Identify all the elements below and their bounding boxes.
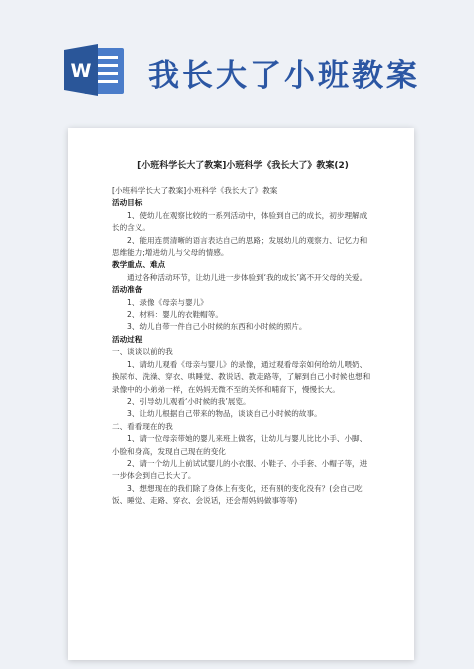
paragraph: 1、录像《母亲与婴儿》 [127, 297, 208, 307]
section-heading: 教学重点、难点 [112, 260, 166, 270]
paragraph: 1、使幼儿在观察比较的一系列活动中，体验到自己的成长，初步理解成长的含义。 [112, 210, 368, 233]
paragraph: 通过各种活动环节，让幼儿进一步体验到‘我的成长’离不开父母的关爱。 [127, 272, 368, 282]
banner-title: 我长大了小班教案 [148, 58, 420, 94]
paragraph: 2、材料：婴儿的衣鞋帽等。 [127, 310, 223, 320]
paragraph: 2、请一个幼儿上前试试婴儿的小衣服、小鞋子、小手套、小帽子等，进一步体会到自己长大了。 [112, 458, 368, 481]
document-title: [小班科学长大了教案]小班科学《我长大了》教案(2) [137, 161, 349, 171]
section-heading: 活动目标 [112, 198, 143, 208]
paragraph: 二、看看现在的我 [112, 421, 173, 431]
document-body [112, 158, 374, 508]
document-page [68, 128, 414, 660]
paragraph: 一、谈谈以前的我 [112, 347, 173, 357]
section-heading: 活动过程 [112, 334, 143, 344]
document-lines [112, 197, 374, 507]
paragraph: 2、能用连贯清晰的语言表达自己的思路；发展幼儿的观察力、记忆力和思维能力;增进幼儿与父母的情感。 [112, 235, 368, 258]
paragraph: 2、引导幼儿观看‘小时候的我’展览。 [127, 396, 251, 406]
word-document-icon [62, 42, 128, 98]
logo-letter: W [70, 60, 92, 82]
section-heading: 活动准备 [112, 285, 143, 295]
paragraph: 1、请一位母亲带她的婴儿来班上做客，让幼儿与婴儿比比小手、小脚、小脸和身高，发现自己现在的变化 [112, 434, 368, 456]
paragraph: 1、请幼儿观看《母亲与婴儿》的录像，通过观看母亲如何给幼儿喂奶、换尿布、洗澡、穿衣、哄睡觉、教说话、教走路等，了解到自己小时候也想和录像中的小弟弟一样，在妈妈无微不至的关怀和哺育下，慢慢长大。 [112, 359, 371, 394]
paragraph: 3、幼儿自带一件自己小时候的东西和小时候的照片。 [127, 322, 307, 332]
document-subtitle: [小班科学长大了教案]小班科学《我长大了》教案 [112, 186, 278, 195]
paragraph: 3、让幼儿根据自己带来的物品，谈谈自己小时候的故事。 [127, 409, 322, 419]
paragraph: 3、想想现在的我们除了身体上有变化，还有别的变化没有？(会自己吃饭、睡觉、走路、穿衣、会说话，还会帮妈妈做事等等) [112, 483, 363, 506]
